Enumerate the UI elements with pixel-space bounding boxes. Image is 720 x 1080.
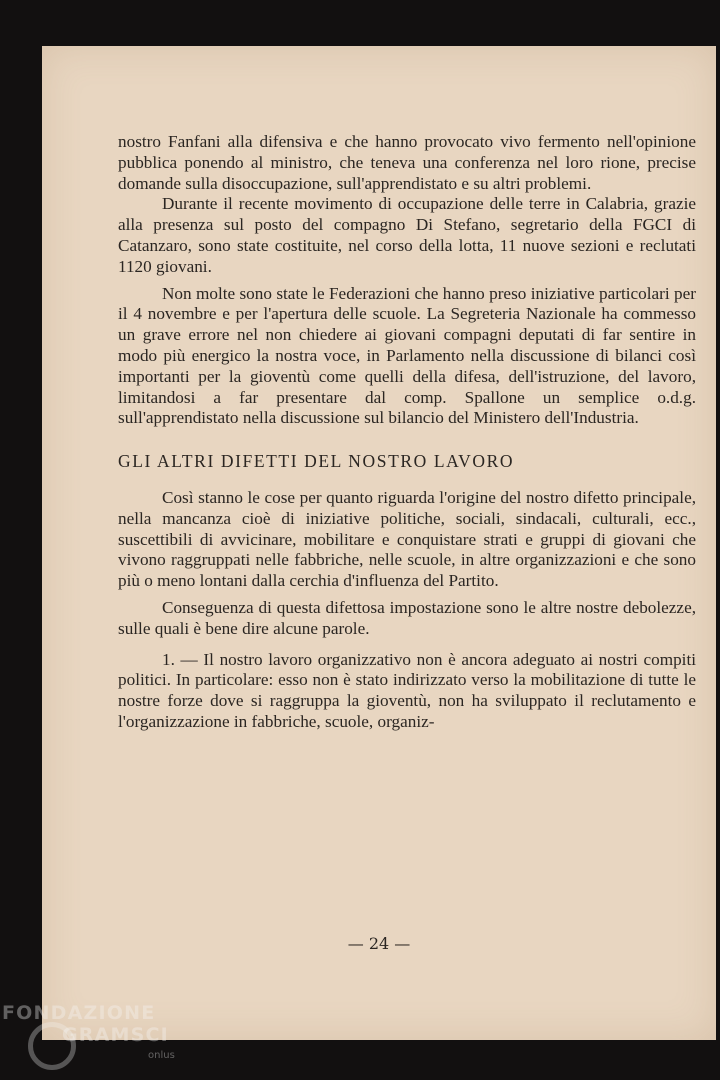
paragraph: Così stanno le cose per quanto riguarda l'origine del nostro difetto principale, nella mancanza cioè di iniziative politiche, sociali, sindacali, culturali, ecc., suscettibili di avvicinare, mobilitare e conquistare strati e gruppi di giovani che vivono raggruppati nelle fabbriche, nelle scuole, in altre organizzazioni e che sono più o meno lontani dalla cerchia d'influenza del Partito. xyxy=(118,487,696,591)
paragraph: nostro Fanfani alla difensiva e che hanno provocato vivo fermento nell'opinione pubblica ponendo al ministro, che teneva una conferenza nel loro rione, precise domande sulla disoccupazione, sull'apprendistato e su altri problemi. xyxy=(118,132,696,193)
paragraph: Non molte sono state le Federazioni che hanno preso iniziative particolari per il 4 novembre e per l'apertura delle scuole. La Segreteria Nazionale ha commesso un grave errore nel non chiedere ai giovani compagni deputati di far sentire in modo più energico la nostra voce, in Parlamento nella discussione di bilanci così importanti per la gioventù come quelli della difesa, dell'istruzione, del lavoro, limitandosi a far presentare dal comp. Spallone un semplice o.d.g. sull'apprendistato nella discussione sul bilancio del Ministero dell'Industria. xyxy=(118,283,696,428)
page-number: — 24 — xyxy=(347,934,411,953)
section-heading: GLI ALTRI DIFETTI DEL NOSTRO LAVORO xyxy=(118,451,515,472)
document-page xyxy=(42,46,716,1040)
watermark-line3: onlus xyxy=(148,1050,175,1061)
fondazione-gramsci-watermark xyxy=(2,998,202,1078)
paragraph: Conseguenza di questa difettosa impostazione sono le altre nostre debolezze, sulle quali è bene dire alcune parole. xyxy=(118,597,696,638)
paragraph: 1. — Il nostro lavoro organizzativo non è ancora adeguato ai nostri compiti politici. In particolare: esso non è stato indirizzato verso la mobilitazione di tutte le nostre forze dove si raggruppa la gioventù, non ha sviluppato il reclutamento e l'organizzazione in fabbriche, scuole, organiz- xyxy=(118,649,696,731)
body-text xyxy=(118,132,696,733)
watermark-line2: GRAMSCI xyxy=(62,1024,169,1046)
watermark-line1: FONDAZIONE xyxy=(2,1002,156,1024)
paragraph: Durante il recente movimento di occupazione delle terre in Calabria, grazie alla presenza sul posto del compagno Di Stefano, segretario della FGCI di Catanzaro, sono state costituite, nel corso della lotta, 11 nuove sezioni e reclutati 1120 giovani. xyxy=(118,194,696,276)
